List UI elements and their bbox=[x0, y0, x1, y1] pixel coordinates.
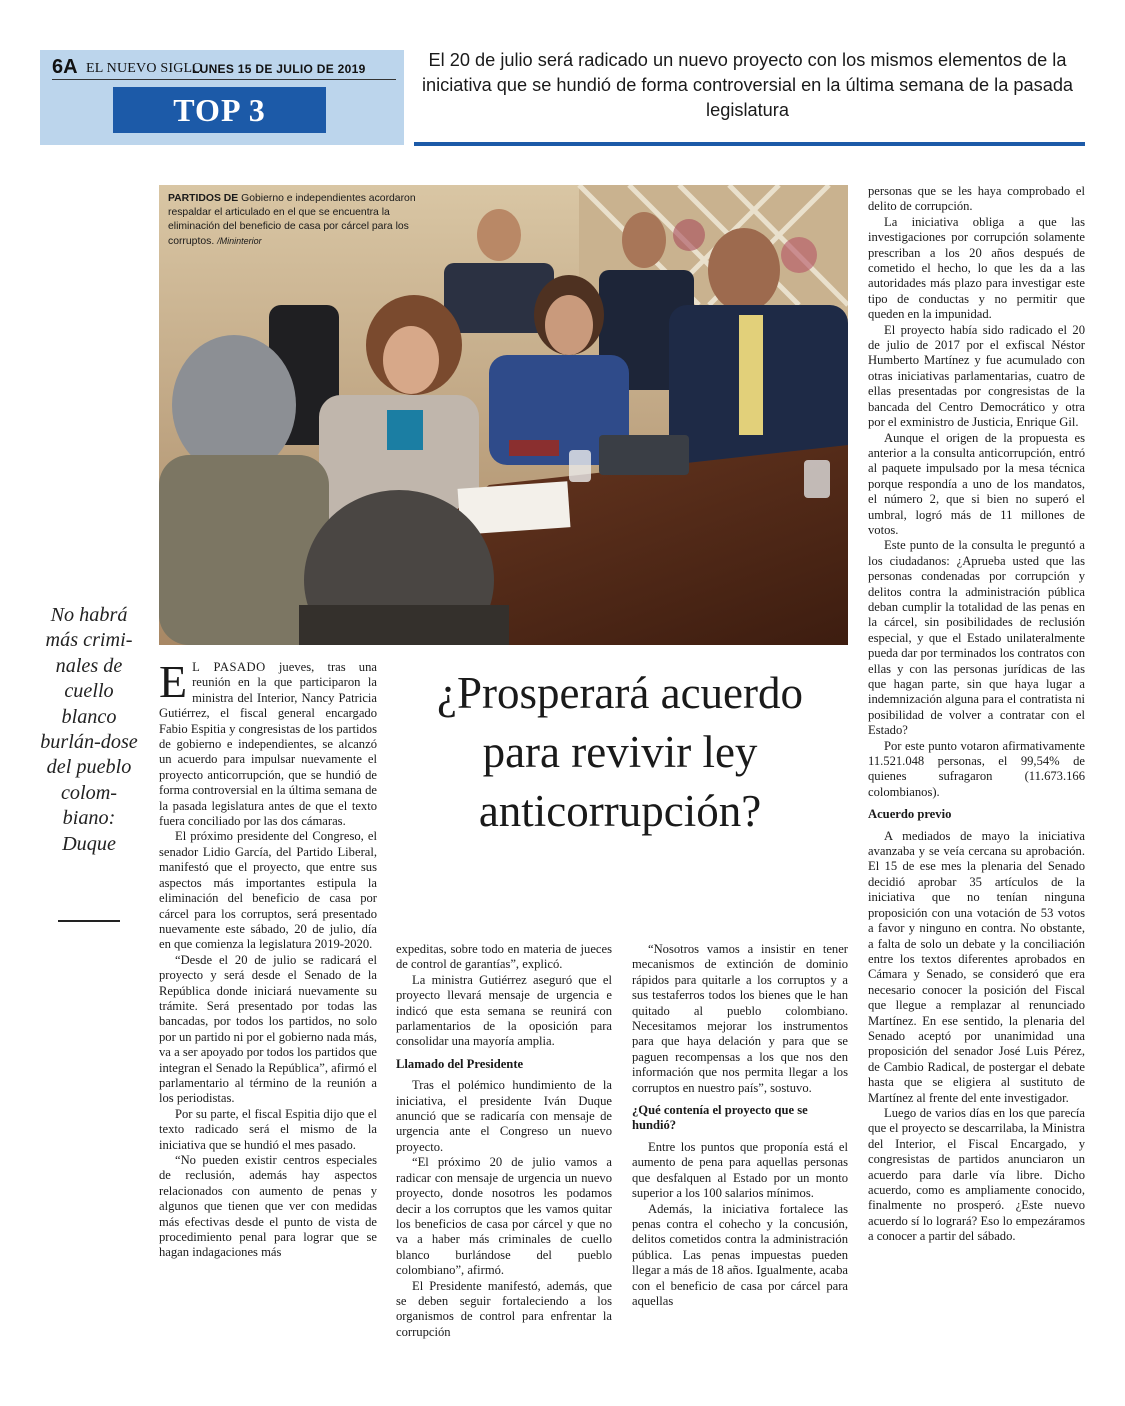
paragraph: El Presidente manifestó, además, que se deben seguir fortaleciendo a los organismos de control para enfrentar la corrupción bbox=[396, 1278, 612, 1339]
article-column-1 bbox=[159, 656, 377, 1261]
header-divider bbox=[52, 79, 396, 80]
paragraph: Entre los puntos que proponía está el aumento de pena para aquellas personas que desfalquen al Estado por un monto superior a los 100 salarios mínimos. bbox=[632, 1139, 848, 1201]
caption-text: Gobierno e independientes acordaron respaldar el articulado en el que se encuentra la eliminación del beneficio de casa por cárcel para los corruptos. bbox=[168, 193, 416, 247]
lead-smallcaps: L PASADO bbox=[192, 660, 266, 674]
paragraph: “Desde el 20 de julio se radicará el proyecto y será desde el Senado de la República donde iniciará nuevamente su trámite. Será presentado por todas las bancadas, por todos los partidos, no solo por un partido ni por el gobierno nada más, va a ser apoyado por todos los partidos que integran el Senado la República”, afirmó el parlamentario al término de la reunión a los periodistas. bbox=[159, 952, 377, 1106]
paragraph: Aunque el origen de la propuesta es anterior a la consulta anticorrupción, entró al paquete impulsado por la mesa técnica porque respondía a uno de los mandatos, el número 2, que si bien no superó el umbral, logró más de 11 millones de votos. bbox=[868, 430, 1085, 537]
subhead: Acuerdo previo bbox=[868, 807, 952, 822]
paragraph: El próximo presidente del Congreso, el senador Lidio García, del Partido Liberal, manifestó que el proyecto, que entre sus aspectos más importantes estipula la eliminación del beneficio de casa por cárcel para los corruptos, será presentado nuevamente este sábado, 20 de julio, día en que comienza la legislatura 2019-2020. bbox=[159, 829, 377, 952]
deck-divider bbox=[414, 142, 1085, 146]
paragraph: personas que se les haya comprobado el delito de corrupción. bbox=[868, 184, 1085, 214]
article-photo bbox=[159, 185, 848, 645]
paragraph: “Nosotros vamos a insistir en tener mecanismos de extinción de dominio rápidos para quitarle a los corruptos y a sus testaferros todos los bienes que le han quitado al pueblo colombiano. Necesitamos mejorar los instrumentos para que haya delación y para que se paguen recompensas a los que nos den información que nos permita llegar a los corruptos en nuestro país”, sostuvo. bbox=[632, 942, 848, 1095]
paragraph: Este punto de la consulta le preguntó a los ciudadanos: ¿Aprueba usted que las personas condenadas por corrupción y delitos contra la administración pública deban cumplir la totalidad de las penas en la cárcel, sin posibilidades de reclusión especial, y que el Estado unilateralmente pueda dar por terminados los contratos con ellas y con las personas jurídicas de las que hagan parte, sin que haya lugar a indemnización alguna para el contratista ni posibilidad de volver a contratar con el Estado? bbox=[868, 538, 1085, 738]
page-number: 6A bbox=[52, 56, 78, 78]
article-deck: El 20 de julio será radicado un nuevo proyecto con los mismos elementos de la iniciativa que se hundió de forma controversial en la última semana de la pasada legislatura bbox=[421, 50, 1074, 120]
paragraph: El proyecto había sido radicado el 20 de julio de 2017 por el exfiscal Néstor Humberto Martínez y fue acumulado con otras iniciativas parlamentarias, cuatro de ellas presentadas por congresistas de la bancada del Centro Democrático y otra por el exministro de Justicia, Enrique Gil. bbox=[868, 322, 1085, 430]
paragraph: A mediados de mayo la iniciativa avanzaba y se veía cercana su aprobación. El 15 de ese mes la plenaria del Senado decidió aprobar 35 artículos de la iniciativa que no tenían ninguna proposición con una votación de 53 votos a favor y ninguno en contra. No obstante, a falta de solo un debate y la conciliación entre los textos diferentes aprobados en Cámara y Senado, se consideró que era necesario conocer la posición del Fiscal que llegue a remplazar al renunciado Martínez. En ese sentido, la plenaria del Senado aceptó por unanimidad una proposición del senador José Luis Pérez, de Cambio Radical, de postergar el debate hasta que se eligiera al sustituto de Martínez al frente del ente investigador. bbox=[868, 828, 1085, 1105]
article-column-3 bbox=[632, 942, 848, 1309]
paragraph: La iniciativa obliga a que las investigaciones por corrupción solamente prescriban a los 20 años después de cometido el hecho, lo que les da a las autoridades más plazo para investigar este tipo de conductas y no permitir que queden en la impunidad. bbox=[868, 214, 1085, 322]
caption-credit: /Mininterior bbox=[217, 236, 262, 246]
section-label: TOP 3 bbox=[113, 87, 326, 133]
article-column-4 bbox=[868, 184, 1085, 1245]
paragraph: Por este punto votaron afirmativamente 11.521.048 personas, el 99,54% de quienes sufragaron (11.673.166 colombianos). bbox=[868, 738, 1085, 799]
photo-caption bbox=[168, 192, 438, 249]
caption-lead: PARTIDOS DE bbox=[168, 193, 239, 204]
newspaper-name: EL NUEVO SIGLO bbox=[86, 61, 203, 76]
paragraph: expeditas, sobre todo en materia de jueces de control de garantías”, explicó. bbox=[396, 942, 612, 972]
subhead: ¿Qué contenía el proyecto que se hundió? bbox=[632, 1103, 808, 1133]
paragraph: “No pueden existir centros especiales de reclusión, además hay aspectos relacionados con aumento de penas y algunos que tienen que ver con medidas más efectivas desde el punto de vista de procedimiento penal para lograr que se hagan indagaciones más bbox=[159, 1153, 377, 1260]
paragraph: Además, la iniciativa fortalece las penas contra el cohecho y la concusión, delitos cometidos contra la administración pública. Las penas impuestas pueden llegar a más de 18 años. Igualmente, acaba con el beneficio de casa por cárcel para aquellas bbox=[632, 1201, 848, 1308]
paragraph: Tras el polémico hundimiento de la iniciativa, el presidente Iván Duque anunció que se radicaría con mensaje de urgencia ante el Congreso un nuevo proyecto. bbox=[396, 1078, 612, 1154]
meeting-photo-illustration bbox=[159, 185, 848, 645]
lead-paragraph bbox=[159, 656, 377, 829]
paragraph: “El próximo 20 de julio vamos a radicar con mensaje de urgencia un nuevo proyecto, donde nosotros les podamos decir a los corruptos que les vamos quitar los beneficios de casa por cárcel y que no va a haber más criminales de cuello blanco burlándose del pueblo colombiano”, afirmó. bbox=[396, 1155, 612, 1278]
paragraph: Luego de varios días en los que parecía que el proyecto se descarrilaba, la Ministra del Interior, el Fiscal Encargado, y congresistas de partidos anunciaron un acuerdo para darle vía libre. Dicho acuerdo, como es ampliamente conocido, finalmente no prosperó. ¿Este nuevo acuerdo sí lo logrará? Eso lo empezáramos a conocer a partir del sábado. bbox=[868, 1105, 1085, 1244]
lead-text: jueves, tras una reunión en la que participaron la ministra del Interior, Nancy Patricia Gutiérrez, el fiscal general encargado Fabio Espitia y congresistas de los partidos de gobierno e independientes, se alcanzó un acuerdo para impulsar nuevamente el proyecto anticorrupción, que se hundió de forma controversial en la última semana de la pasada legislatura antes de que el texto fuera conciliado por las dos cámaras. bbox=[159, 660, 377, 829]
pull-quote: No habrá más crimi-nales de cuello blanco burlán-dose del pueblo colom-biano: Duque bbox=[40, 604, 138, 855]
article-column-2 bbox=[396, 942, 612, 1340]
paragraph: La ministra Gutiérrez aseguró que el proyecto llevará mensaje de urgencia e indicó que esta semana se reunirá con parlamentarios de la oposición para consolidar una mayoría amplia. bbox=[396, 972, 612, 1049]
drop-cap: E bbox=[159, 656, 188, 707]
subhead: Llamado del Presidente bbox=[396, 1056, 524, 1071]
headline: ¿Prosperará acuerdo para revivir ley anticorrupción? bbox=[436, 668, 804, 836]
pull-quote-rule bbox=[58, 920, 120, 922]
issue-date: LUNES 15 DE JULIO DE 2019 bbox=[192, 62, 366, 76]
paragraph: Por su parte, el fiscal Espitia dijo que el texto radicado será el mismo de la iniciativa que se hundió el mes pasado. bbox=[159, 1106, 377, 1152]
